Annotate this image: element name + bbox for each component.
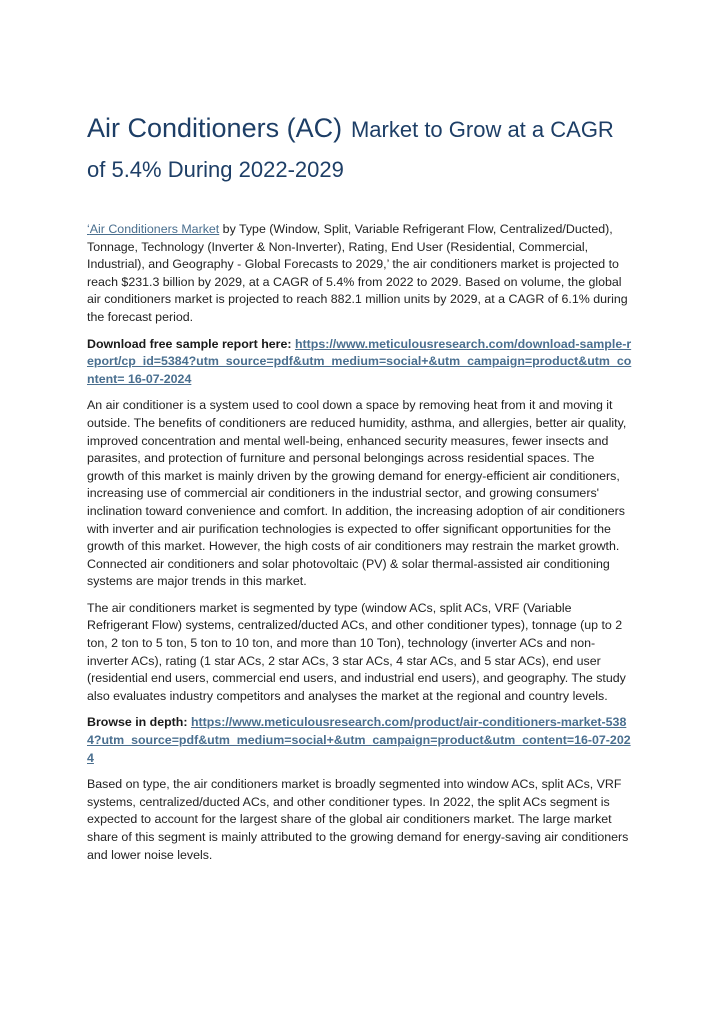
- type-paragraph: Based on type, the air conditioners market is broadly segmented into window ACs, split ACs, VRF systems, centralized/ducted ACs, and other conditioner types. In 2022, the split ACs segment is expected to account for the largest share of the global air conditioners market. The large market share of this segment is mainly attributed to the growing demand for energy-saving air conditioners and lower noise levels.: [87, 777, 629, 862]
- download-sample-link[interactable]: https://www.meticulousresearch.com/download-sample-report/cp_id=5384?utm_source=pdf&utm_medium=social+&utm_campaign=product&utm_content= 16-07-2024: [87, 336, 632, 386]
- download-paragraph: [87, 336, 635, 389]
- document-page: [87, 0, 635, 864]
- title-main: Air Conditioners (AC): [87, 113, 343, 143]
- market-title-link[interactable]: Air Conditioners Market: [89, 222, 220, 236]
- title-rest: Market to Grow at a CAGR of 5.4% During 2022-2029: [87, 117, 614, 182]
- intro-open-quote: ‘: [87, 222, 90, 236]
- browse-paragraph: [87, 714, 635, 767]
- intro-paragraph: [87, 221, 635, 327]
- browse-in-depth-link[interactable]: https://www.meticulousresearch.com/product/air-conditioners-market-5384?utm_source=pdf&utm_medium=social+&utm_campaign=product&utm_content=16-07-2024: [87, 715, 631, 765]
- browse-label: Browse in depth:: [87, 715, 191, 730]
- page-title: [87, 0, 635, 188]
- definition-paragraph: An air conditioner is a system used to cool down a space by removing heat from it and moving it outside. The benefits of conditioners are reduced humidity, asthma, and allergies, better air quality, improved concentration and mental well-being, enhanced security measures, fewer insects and parasites, and protection of furniture and personal belongings across residential spaces. The growth of this market is mainly driven by the growing demand for energy-efficient air conditioners, increasing use of commercial air conditioners in the industrial sector, and growing consumers' inclination toward convenience and comfort. In addition, the increasing adoption of air conditioners with inverter and air purification technologies is expected to offer significant opportunities for the growth of this market. However, the high costs of air conditioners may restrain the market growth. Connected air conditioners and solar photovoltaic (PV) & solar thermal-assisted air conditioning systems are major trends in this market.: [87, 398, 627, 589]
- download-label: Download free sample report here:: [87, 336, 295, 351]
- segmentation-paragraph: The air conditioners market is segmented by type (window ACs, split ACs, VRF (Variable Refrigerant Flow) systems, centralized/ducted ACs, and other conditioner types), tonnage (up to 2 ton, 2 ton to 5 ton, 5 ton to 10 ton, and more than 10 Ton), technology (inverter ACs and non-inverter ACs), rating (1 star ACs, 2 star ACs, 3 star ACs, 4 star ACs, and 5 star ACs), end user (residential end users, commercial end users, and industrial end users), and geography. The study also evaluates industry competitors and analyses the market at the regional and country levels.: [87, 600, 626, 703]
- intro-body: by Type (Window, Split, Variable Refrigerant Flow, Centralized/Ducted), Tonnage, Technology (Inverter & Non-Inverter), Rating, End User (Residential, Commercial, Industrial), and Geography - Global Forecasts to 2029,’ the air conditioners market is projected to reach $231.3 billion by 2029, at a CAGR of 5.4% from 2022 to 2029. Based on volume, the global air conditioners market is projected to reach 882.1 million units by 2029, at a CAGR of 6.1% during the forecast period.: [87, 222, 628, 324]
